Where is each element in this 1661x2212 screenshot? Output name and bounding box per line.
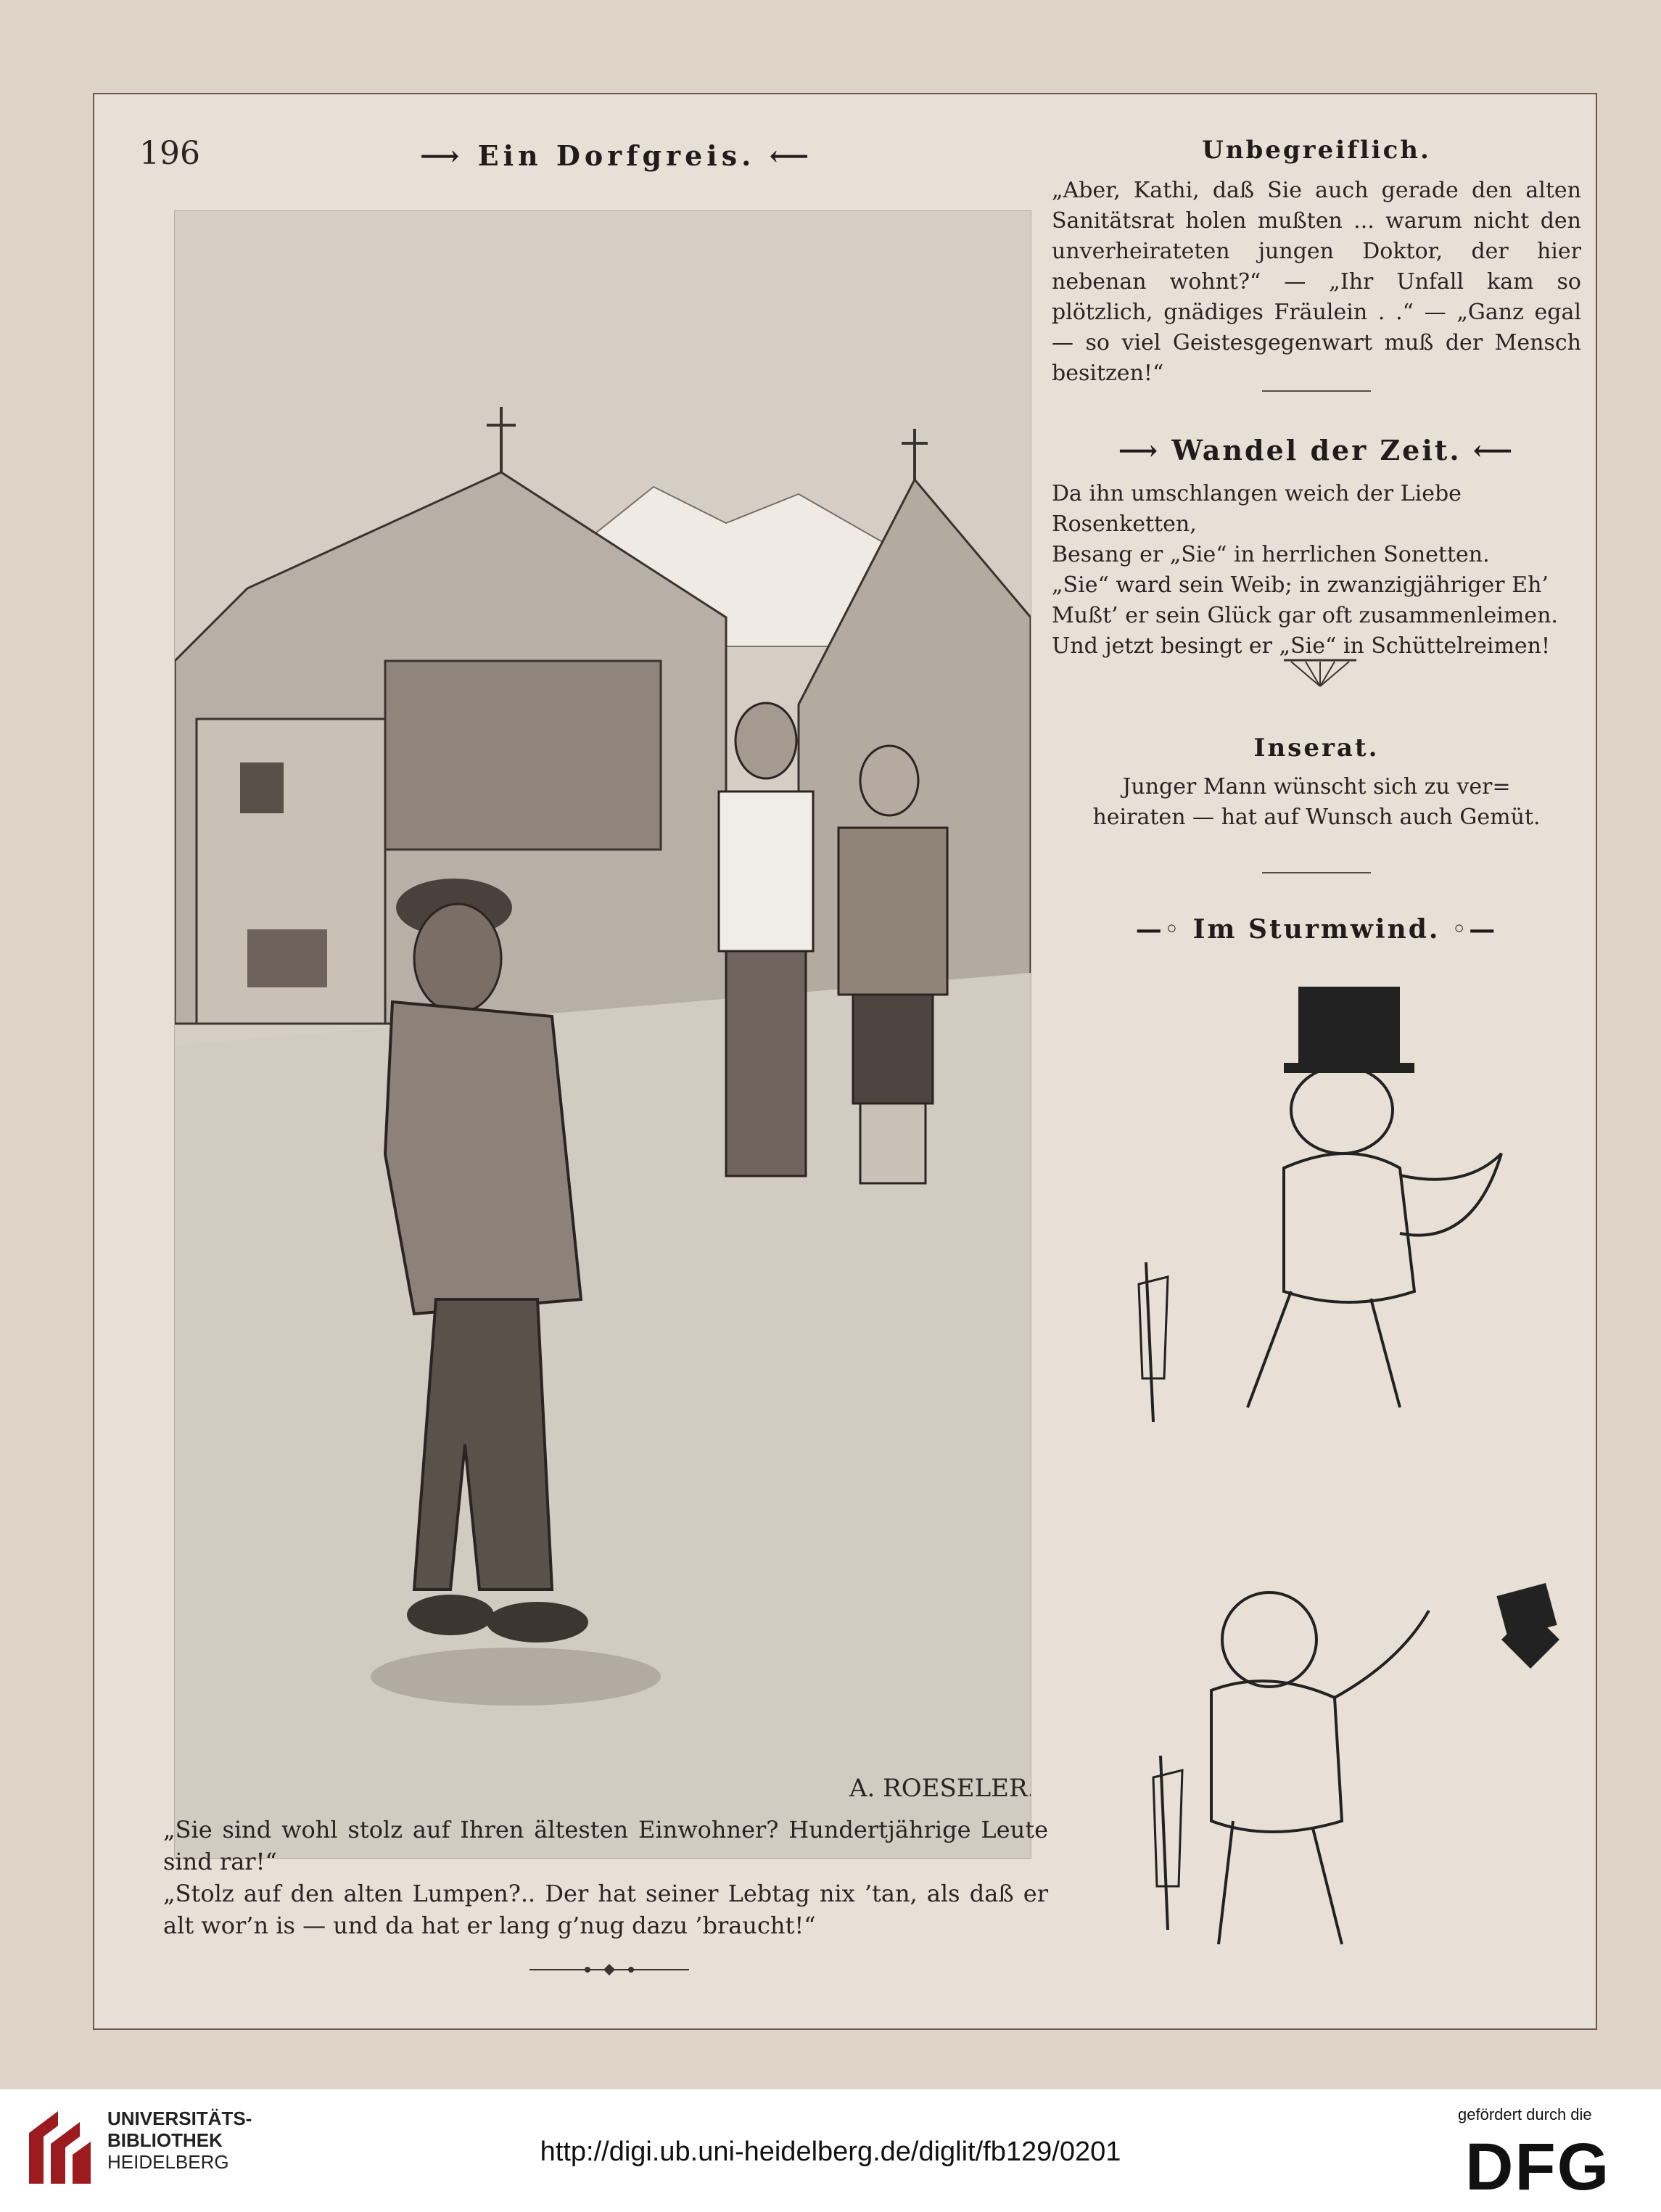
sturmwind-cartoon (1124, 972, 1559, 1988)
village-drawing (175, 211, 1031, 1858)
section-inserat (1052, 733, 1581, 833)
section-im-sturmwind (1052, 914, 1581, 945)
illustration-title: ⟶ Ein Dorfgreis. ⟵ (419, 139, 814, 172)
wandel-title: ⟶ Wandel der Zeit. ⟵ (1118, 434, 1515, 466)
inserat-title: Inserat. (1253, 733, 1380, 762)
library-name-line-1: UNIVERSITÄTS- (107, 2108, 252, 2129)
artist-signature: A. ROESELER. (849, 1774, 1031, 1803)
dfg-logo: DFG (1465, 2130, 1611, 2204)
sunburst-ornament-icon (1284, 657, 1356, 689)
caption-line-2: „Stolz auf den alten Lumpen?.. Der hat seiner Lebtag nix ’tan, als daß er alt wor’n is — und da hat er lang g’nug dazu ’braucht!“ (163, 1880, 1048, 1939)
unbegreiflich-title: Unbegreiflich. (1202, 136, 1431, 165)
section-unbegreiflich (1052, 135, 1581, 389)
caption-line-1: „Sie sind wohl stolz auf Ihren ältesten Einwohner? Hundertjährige Leute sind rar!“ (163, 1816, 1048, 1875)
digital-url-link[interactable]: http://digi.ub.uni-heidelberg.de/diglit/fb129/0201 (540, 2137, 1121, 2167)
page-number: 196 (139, 135, 200, 172)
section-wandel-der-zeit (1052, 435, 1581, 662)
wandel-line: Und jetzt besingt er „Sie“ in Schüttelreimen! (1052, 633, 1551, 659)
illustration-caption (163, 1814, 1048, 1941)
ornament-divider-icon (529, 1962, 689, 1977)
library-name-line-3: HEIDELBERG (107, 2151, 229, 2173)
separator-line (1262, 390, 1371, 392)
wandel-line: Besang er „Sie“ in herrlichen Sonetten. (1052, 542, 1490, 567)
wandel-line: Da ihn umschlangen weich der Liebe Rosenketten, (1052, 481, 1462, 537)
library-name-line-2: BIBLIOTHEK (107, 2129, 223, 2151)
journal-page (93, 93, 1597, 2030)
inserat-line: Junger Mann wünscht sich zu ver= (1122, 774, 1511, 799)
illustration-village-scene (174, 210, 1031, 1859)
funded-by-caption: gefördert durch die (1458, 2105, 1592, 2123)
wandel-line: „Sie“ ward sein Weib; in zwanzigjähriger Eh’ (1052, 572, 1549, 598)
separator-line (1262, 872, 1371, 873)
wandel-line: Mußt’ er sein Glück gar oft zusammenleimen. (1052, 603, 1558, 628)
inserat-line: heiraten — hat auf Wunsch auch Gemüt. (1092, 805, 1541, 830)
sturmwind-title: —◦ Im Sturmwind. ◦— (1135, 914, 1498, 945)
unbegreiflich-text: „Aber, Kathi, daß Sie auch gerade den alten Sanitätsrat holen mußten ... warum nicht den unverheirateten jungen Doktor, der hier nebenan wohnt?“ — „Ihr Unfall kam so plötzlich, gnädiges Fräulein . .“ — „Ganz egal — so viel Geistesgegenwart muß der Mensch besitzen!“ (1052, 178, 1581, 386)
